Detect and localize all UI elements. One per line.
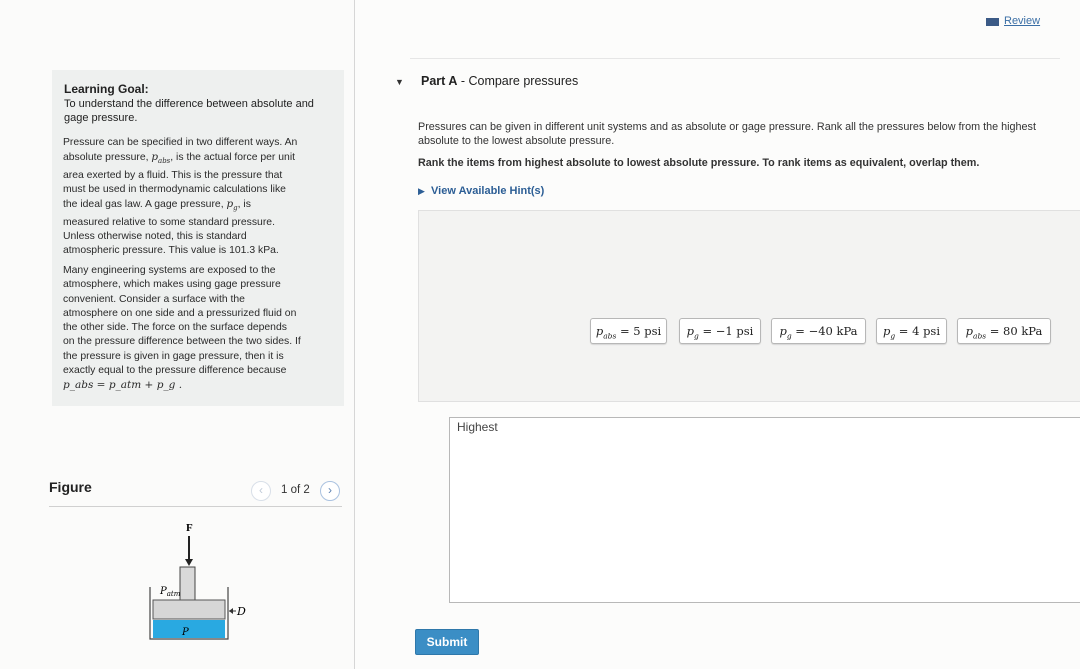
pressure-equation: p_abs = p_atm + p_g . (63, 379, 183, 392)
atm-label: $P_{atm}$ (160, 586, 181, 598)
review-icon (986, 18, 999, 26)
chevron-left-icon: ‹ (259, 483, 263, 497)
figure-next-button[interactable] (320, 481, 340, 501)
rank-item-pg-4psi[interactable]: $p_g = 4$ psi (876, 318, 947, 344)
rank-item-pabs-80kpa[interactable]: $p_{abs} = 80$ kPa (957, 318, 1051, 344)
gage-pressure-paragraph: Many engineering systems are exposed to the atmosphere, which makes using gage pressure convenient. Consider a surface with the atmosphere on one side and a pressurized fluid on the other side. The force on the surface depends on the pressure difference between the two sides. If the pressure is given in gage pressure, then it is exactly equal to the pressure difference because p_abs = p_atm + p_g . (63, 264, 335, 393)
pressure-intro-paragraph: Pressure can be specified in two different ways. An absolute pressure, $p_{abs}$, is the actual force per unit area exerted by a fluid. This is the pressure that must be used in thermodynamic calculations like the ideal gas law. A gage pressure, $p_g$, is measured relative to some standard pressure. Unless otherwise noted, this is standard atmospheric pressure. This value is 101.3 kPa. (63, 137, 298, 257)
figure-label: Figure (49, 479, 92, 495)
submit-button[interactable]: Submit (415, 629, 479, 655)
ranking-items-area (418, 210, 1080, 402)
drop-zone-highest-label: Highest (457, 420, 498, 434)
piston-rod (180, 567, 195, 600)
fluid-pressure-label: P (182, 627, 189, 638)
pressurized-fluid (153, 620, 225, 638)
figure-counter: 1 of 2 (281, 484, 310, 496)
depth-label: D (237, 605, 246, 618)
figure-prev-button[interactable] (251, 481, 271, 501)
review-link[interactable]: Review (1004, 15, 1041, 27)
piston-head (153, 600, 225, 619)
instruction-text: Rank the items from highest absolute to lowest absolute pressure. To rank items as equivalent, overlap them. (418, 157, 980, 169)
piston-diagram (140, 515, 260, 645)
learning-goal-title: Learning Goal: (64, 82, 149, 96)
rank-item-pg-minus40kpa[interactable]: $p_g = -40$ kPa (771, 318, 866, 344)
part-a-title[interactable]: Part A - Compare pressures (421, 74, 579, 88)
ranking-drop-zone[interactable] (449, 417, 1080, 603)
chevron-right-icon: › (328, 483, 332, 497)
force-label: F (186, 522, 193, 534)
rank-item-pg-minus1psi[interactable]: $p_g = -1$ psi (679, 318, 761, 344)
learning-goal-text: To understand the difference between absolute and gage pressure. (64, 98, 314, 124)
caret-right-icon: ▶ (418, 186, 425, 196)
caret-down-icon[interactable]: ▼ (395, 77, 404, 87)
question-text: Pressures can be given in different unit systems and as absolute or gage pressure. Rank all the pressures below from the highest absolute to the lowest absolute pressure. (418, 121, 1036, 147)
header-divider (410, 58, 1060, 59)
view-hints-link[interactable]: ▶ View Available Hint(s) (418, 185, 545, 197)
figure-divider (49, 506, 342, 507)
force-arrow-head (185, 559, 193, 566)
rank-item-pabs-5psi[interactable]: $p_{abs} = 5$ psi (590, 318, 667, 344)
